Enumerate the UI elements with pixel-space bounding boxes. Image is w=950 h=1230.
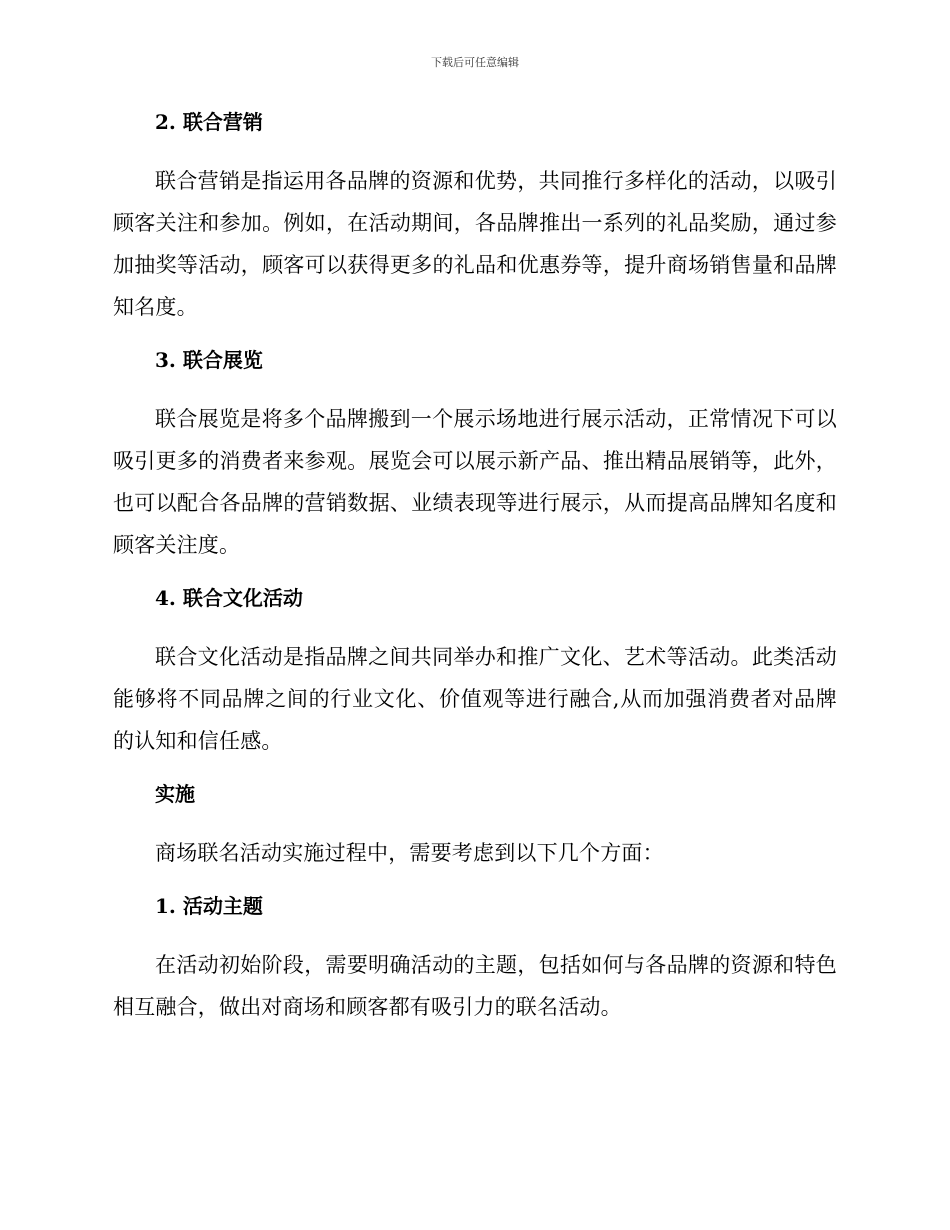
section-paragraph-joint-exhibition: 联合展览是将多个品牌搬到一个展示场地进行展示活动，正常情况下可以吸引更多的消费者来参观。展览会可以展示新产品、推出精品展销等，此外，也可以配合各品牌的营销数据、业绩表现等进行展示，从而提高品牌知名度和顾客关注度。 [113,407,837,557]
section-heading-implementation: 实施 [155,782,195,806]
section-paragraph-joint-marketing: 联合营销是指运用各品牌的资源和优势，共同推行多样化的活动，以吸引顾客关注和参加。例如，在活动期间，各品牌推出一系列的礼品奖励，通过参加抽奖等活动，顾客可以获得更多的礼品和优惠券等，提升商场销售量和品牌知名度。 [113,169,837,319]
section-paragraph-activity-theme: 在活动初始阶段，需要明确活动的主题，包括如何与各品牌的资源和特色相互融合，做出对商场和顾客都有吸引力的联名活动。 [113,953,837,1019]
section-heading-joint-exhibition: 3. 联合展览 [155,348,263,372]
document-body [113,108,837,1028]
section-heading-joint-marketing: 2. 联合营销 [155,110,263,134]
page-header-note: 下载后可任意编辑 [431,56,519,69]
section-paragraph-joint-culture: 联合文化活动是指品牌之间共同举办和推广文化、艺术等活动。此类活动能够将不同品牌之间的行业文化、价值观等进行融合,从而加强消费者对品牌的认知和信任感。 [113,645,837,753]
section-heading-activity-theme: 1. 活动主题 [155,894,263,918]
section-heading-joint-culture: 4. 联合文化活动 [155,586,303,610]
section-paragraph-implementation: 商场联名活动实施过程中，需要考虑到以下几个方面： [155,841,664,865]
